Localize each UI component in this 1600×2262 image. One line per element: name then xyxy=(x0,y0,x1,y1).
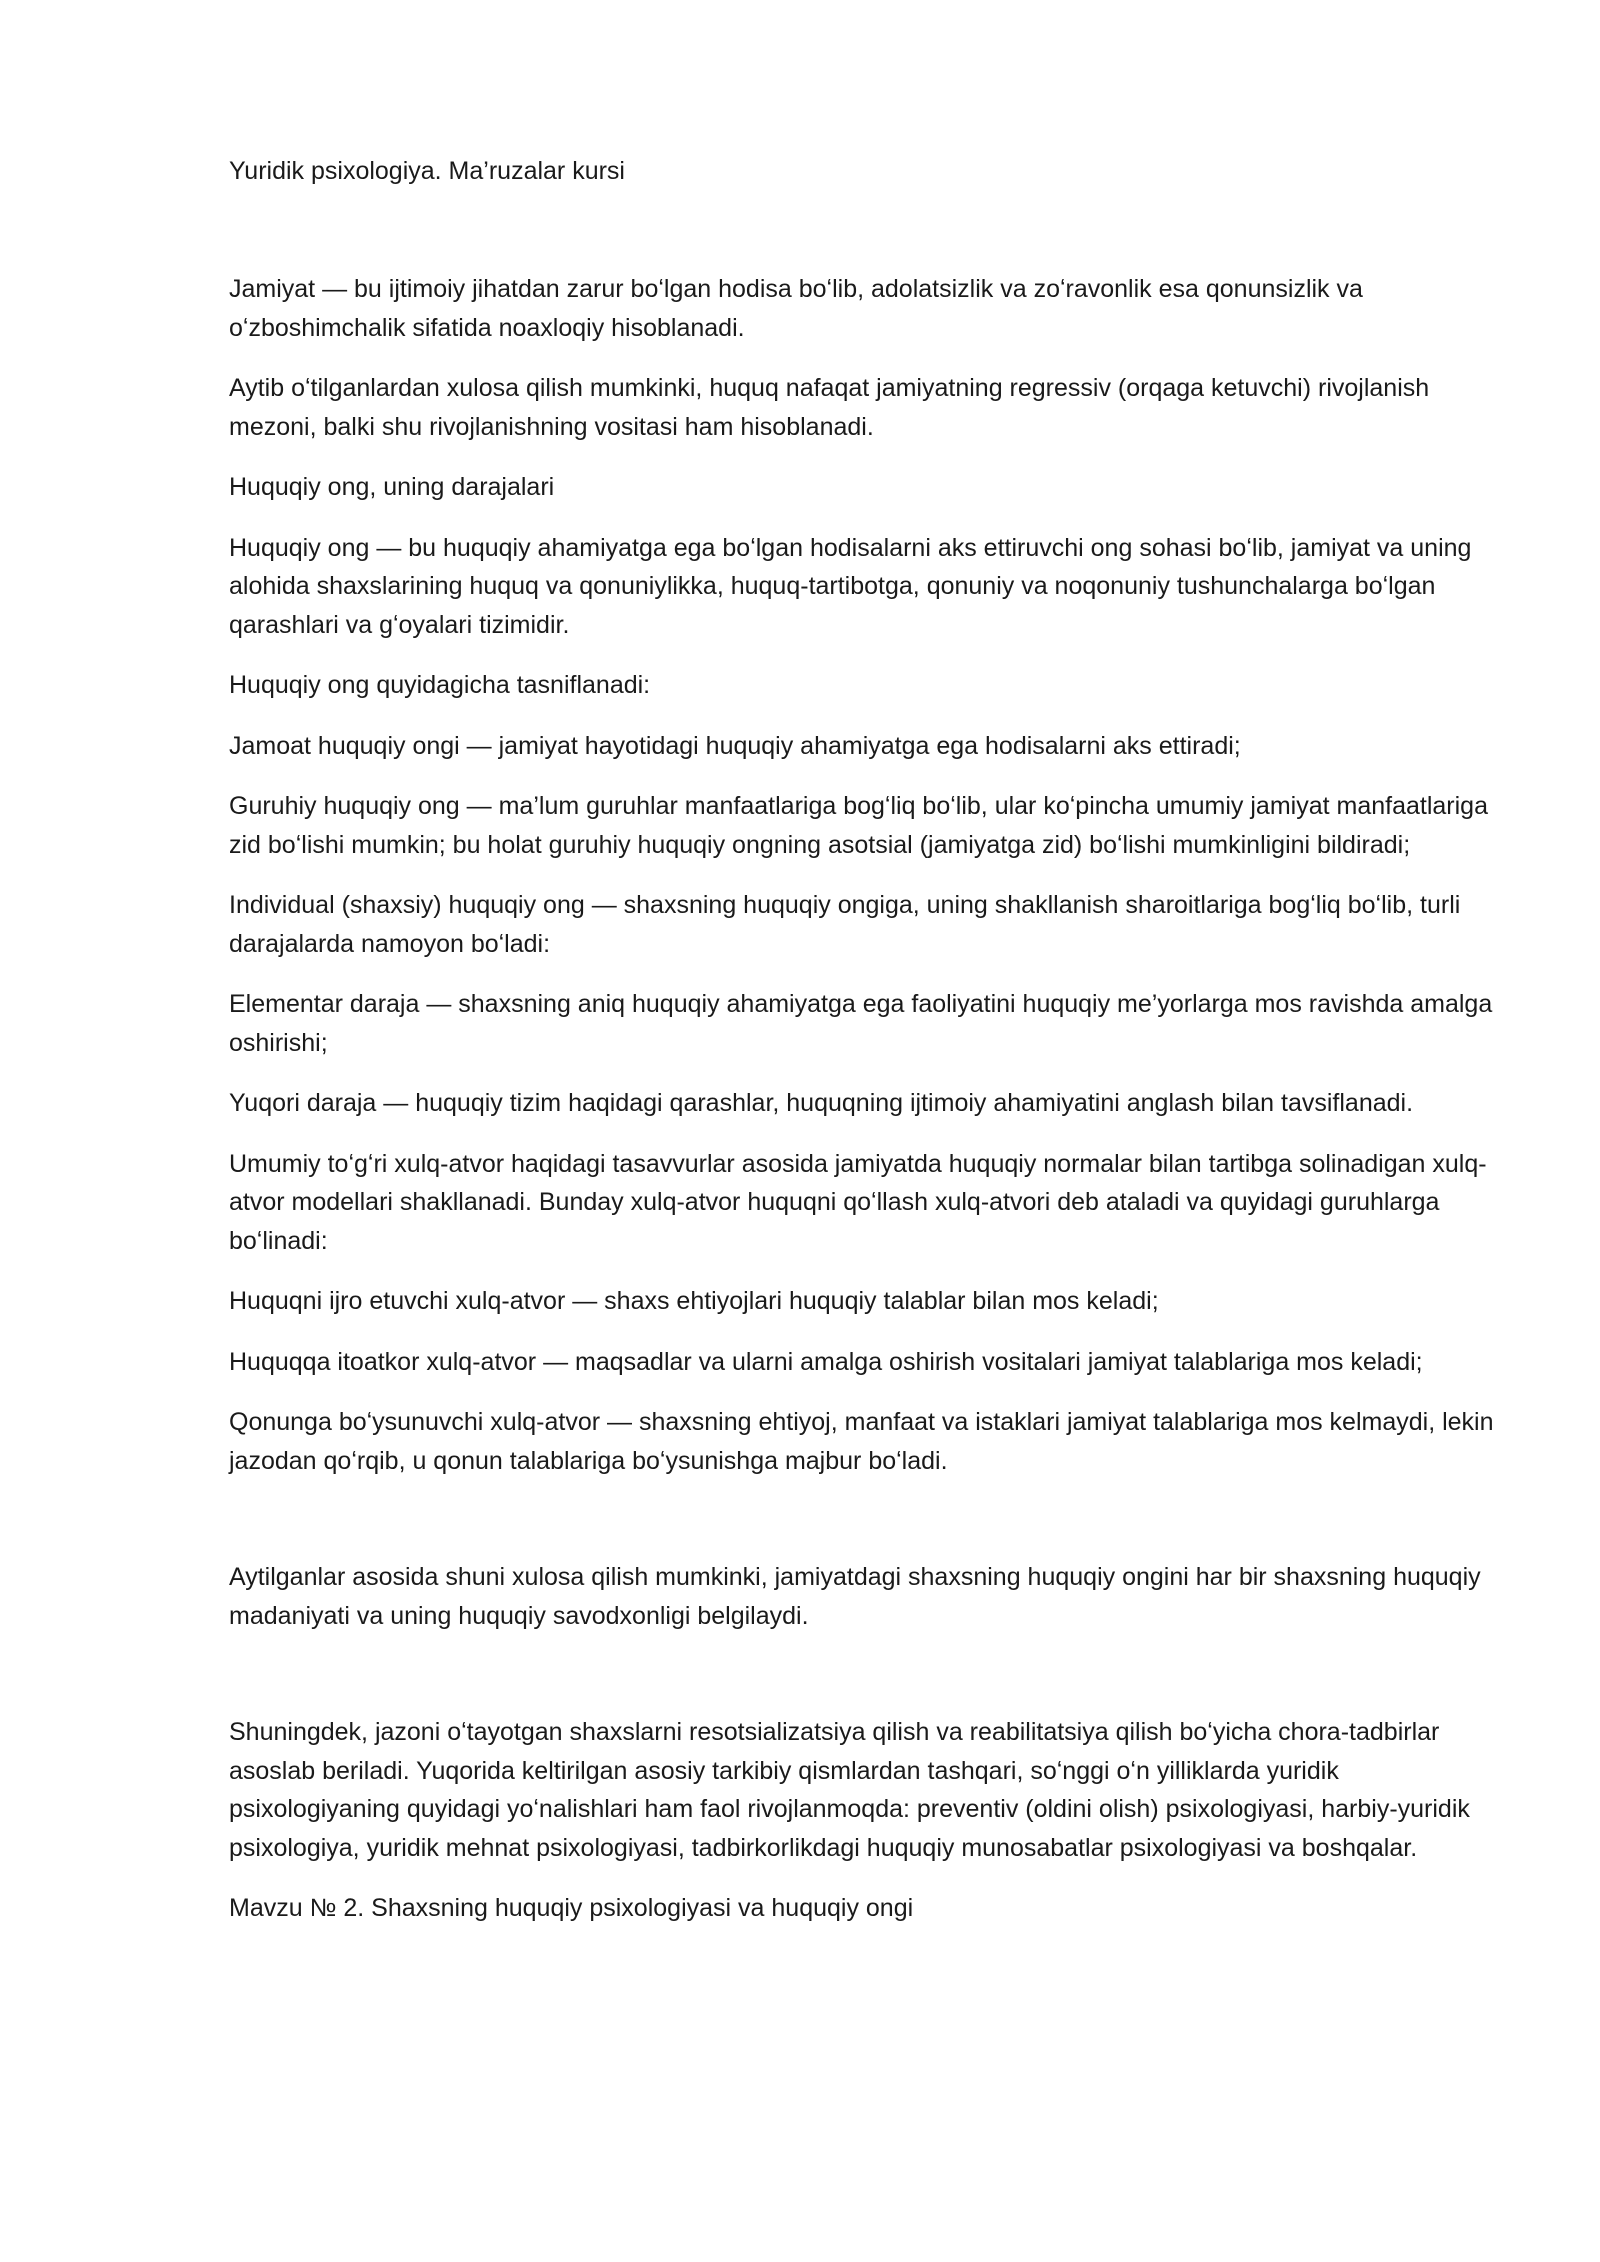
document-body xyxy=(229,270,1494,1950)
paragraph-executing-behavior: Huquqni ijro etuvchi xulq-atvor — shaxs ehtiyojlari huquqiy talablar bilan mos keladi; xyxy=(229,1287,1159,1315)
paragraph-society-definition: Jamiyat — bu ijtimoiy jihatdan zarur boʻlgan hodisa boʻlib, adolatsizlik va zoʻravonlik esa qonunsizlik va oʻzboshimchalik sifatida noaxloqiy hisoblanadi. xyxy=(229,275,1363,342)
paragraph-higher-level: Yuqori daraja — huquqiy tizim haqidagi qarashlar, huquqning ijtimoiy ahamiyatini anglash bilan tavsiflanadi. xyxy=(229,1089,1414,1117)
paragraph-elementary-level: Elementar daraja — shaxsning aniq huquqiy ahamiyatga ega faoliyatini huquqiy me’yorlarga mos ravishda amalga oshirishi; xyxy=(229,990,1493,1057)
paragraph-public-consciousness: Jamoat huquqiy ongi — jamiyat hayotidagi huquqiy ahamiyatga ega hodisalarni aks ettiradi; xyxy=(229,731,1241,760)
paragraph-obedient-behavior: Huquqqa itoatkor xulq-atvor — maqsadlar va ularni amalga oshirish vositalari jamiyat talablariga mos keladi; xyxy=(229,1347,1423,1376)
paragraph-behavior-models: Umumiy toʻgʻri xulq-atvor haqidagi tasavvurlar asosida jamiyatda huquqiy normalar bilan tartibga solinadigan xulq-atvor modellari shakllanadi. Bunday xulq-atvor huquqni qoʻllash xulq-atvori deb ataladi va quyidagi guruhlarga boʻlinadi: xyxy=(229,1149,1487,1255)
paragraph-law-conclusion: Aytib oʻtilganlardan xulosa qilish mumkinki, huquq nafaqat jamiyatning regressiv (orqaga ketuvchi) rivojlanish mezoni, balki shu rivojlanishning vositasi ham hisoblanadi. xyxy=(229,374,1430,441)
paragraph-resocialization: Shuningdek, jazoni oʻtayotgan shaxslarni resotsializatsiya qilish va reabilitatsiya qilish boʻyicha chora-tadbirlar asoslab beriladi. Yuqorida keltirilgan asosiy tarkibiy qismlardan tashqari, soʻnggi oʻn yilliklarda yuridik psixologiyaning quyidagi yoʻnalishlari ham faol rivojlanmoqda: preventiv (oldini olish) psixologiyasi, harbiy-yuridik psixologiya, yuridik mehnat psixologiyasi, tadbirkorlikdagi huquqiy munosabatlar psixologiyasi va boshqalar. xyxy=(229,1718,1470,1862)
paragraph-individual-consciousness: Individual (shaxsiy) huquqiy ong — shaxsning huquqiy ongiga, uning shakllanish sharoitlariga bogʻliq boʻlib, turli darajalarda namoyon boʻladi: xyxy=(229,891,1461,958)
paragraph-group-consciousness: Guruhiy huquqiy ong — ma’lum guruhlar manfaatlariga bogʻliq boʻlib, ular koʻpincha umumiy jamiyat manfaatlariga zid boʻlishi mumkin; bu holat guruhiy huquqiy ongning asotsial (jamiyatga zid) boʻlishi mumkinligini bildiradi; xyxy=(229,792,1488,859)
section-heading-legal-consciousness: Huquqiy ong, uning darajalari xyxy=(229,473,555,501)
paragraph-submissive-behavior: Qonunga boʻysunuvchi xulq-atvor — shaxsning ehtiyoj, manfaat va istaklari jamiyat talablariga mos kelmaydi, lekin jazodan qoʻrqib, u qonun talablariga boʻysunishga majbur boʻladi. xyxy=(229,1408,1494,1475)
running-header: Yuridik psixologiya. Ma’ruzalar kursi xyxy=(229,157,625,185)
paragraph-summary: Aytilganlar asosida shuni xulosa qilish mumkinki, jamiyatdagi shaxsning huquqiy ongini har bir shaxsning huquqiy madaniyati va uning huquqiy savodxonligi belgilaydi. xyxy=(229,1563,1481,1630)
paragraph-legal-consciousness-definition: Huquqiy ong — bu huquqiy ahamiyatga ega boʻlgan hodisalarni aks ettiruvchi ong sohasi boʻlib, jamiyat va uning alohida shaxslarining huquq va qonuniylikka, huquq-tartibotga, qonuniy va noqonuniy tushunchalarga boʻlgan qarashlari va gʻoyalari tizimidir. xyxy=(229,533,1472,639)
paragraph-classification-intro: Huquqiy ong quyidagicha tasniflanadi: xyxy=(229,671,651,699)
topic-heading: Mavzu № 2. Shaxsning huquqiy psixologiyasi va huquqiy ongi xyxy=(229,1894,914,1922)
